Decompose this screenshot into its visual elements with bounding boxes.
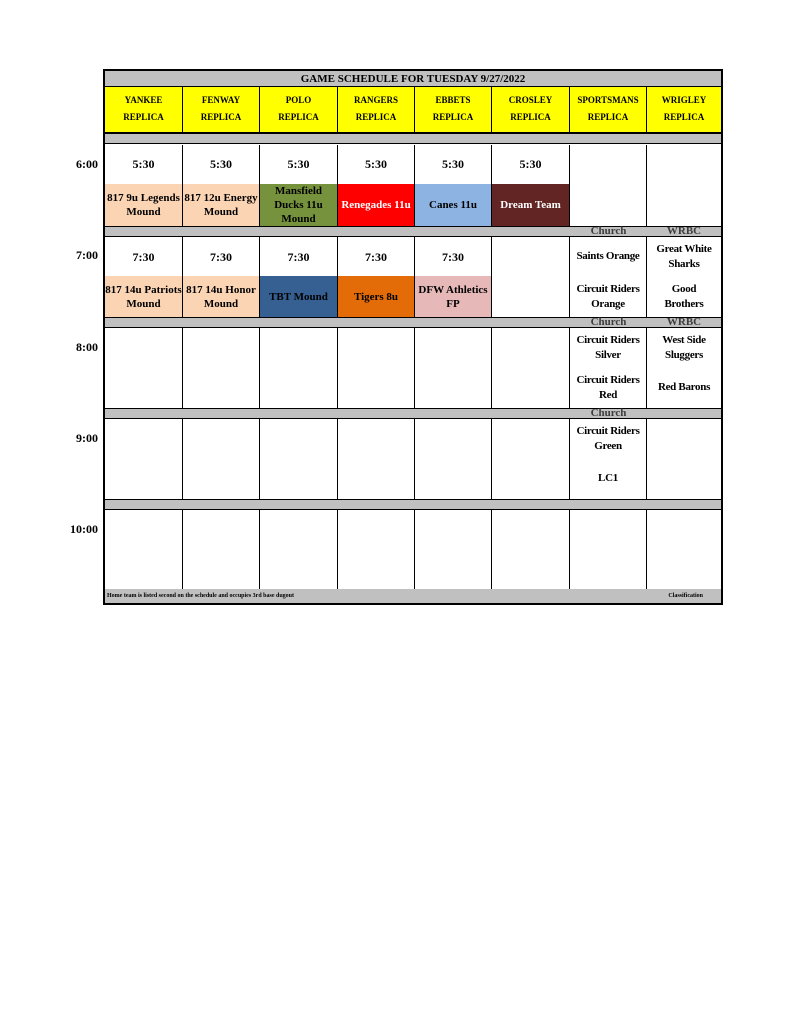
field-name: POLO [285,95,312,105]
venue-label: Church [590,316,627,328]
slot2-cell [183,237,260,318]
team-block: 817 14u Honor Mound [183,276,259,318]
footer-note: Home team is listed second on the schedule and occupies 3rd base dugout [107,593,295,599]
field-header-fenway [183,87,260,133]
slot4-cell [415,419,492,500]
field-header-rangers [338,87,415,133]
footer-classification: Classification [668,593,703,599]
slot3-cell [492,328,570,409]
field-name: SPORTSMANS [577,95,639,105]
slot2-cell [570,237,647,318]
game-time: 7:30 [442,250,464,264]
schedule-table [103,69,723,605]
game-time: 5:30 [210,157,232,171]
team-name: LC1 [598,472,618,484]
game-time: 5:30 [365,157,387,171]
team-block: Dream Team [492,184,569,226]
team-name: Circuit Riders Green [576,425,640,452]
field-header-crosley [492,87,570,133]
slot4-cell [338,419,415,500]
field-sub: REPLICA [123,112,164,122]
time-label-9: 9:00 [76,431,98,445]
slot1-cell [415,145,492,227]
team-block: 817 12u Energy Mound [183,184,259,226]
slot4-cell [260,419,338,500]
slot1-cell [260,145,338,227]
venue-label: Church [590,407,627,419]
slot5-cell [415,510,492,590]
slot2-cell [260,237,338,318]
slot1-cell [183,145,260,227]
game-time: 5:30 [442,157,464,171]
slot5-cell [570,510,647,590]
slot4-cell [105,419,183,500]
field-name: FENWAY [201,95,241,105]
slot3-cell [260,328,338,409]
separator-row [105,408,721,419]
time-label-10: 10:00 [70,522,98,536]
time-label-6: 6:00 [76,157,98,171]
team-name: Saints Orange [576,250,640,262]
field-header-wrigley [647,87,721,133]
team-name: Circuit Riders Silver [576,334,640,361]
team-block: Canes 11u [415,184,491,226]
slot1-cell [647,145,721,227]
field-header-yankee [105,87,183,133]
field-name: RANGERS [353,95,398,105]
field-header-ebbets [415,87,492,133]
game-time: 5:30 [287,157,310,171]
slot2-cell [492,237,570,318]
field-sub: REPLICA [587,112,629,122]
separator-row [105,133,721,144]
field-sub: REPLICA [355,112,397,122]
team-block: 817 14u Patriots Mound [105,276,182,318]
field-name: YANKEE [124,95,163,105]
game-time: 7:30 [210,250,232,264]
slot4-cell [183,419,260,500]
field-name: EBBETS [435,95,471,105]
game-time: 5:30 [132,157,155,171]
venue-label: Church [590,225,627,237]
field-sub: REPLICA [510,112,551,122]
separator-row [105,317,721,328]
team-name: Great White Sharks [656,243,712,270]
slot3-cell [415,328,492,409]
slot4-cell [647,419,721,500]
team-block: Mansfield Ducks 11u Mound [260,184,337,226]
field-header-polo [260,87,338,133]
field-sub: REPLICA [200,112,242,122]
field-name: CROSLEY [508,95,553,105]
team-block: 817 9u Legends Mound [105,184,182,226]
slot4-cell [570,419,647,500]
slot5-cell [338,510,415,590]
team-block: TBT Mound [260,276,337,318]
slot3-cell [105,328,183,409]
slot3-cell [570,328,647,409]
game-time: 7:30 [287,250,310,264]
game-time: 7:30 [365,250,387,264]
team-name: Circuit Riders Red [576,374,640,401]
game-time: 7:30 [132,250,155,264]
time-label-8: 8:00 [76,340,98,354]
slot2-cell [338,237,415,318]
field-sub: REPLICA [278,112,319,122]
footer-bar [105,589,721,603]
slot1-cell [570,145,647,227]
field-name: WRIGLEY [661,95,707,105]
slot3-cell [338,328,415,409]
slot4-cell [492,419,570,500]
slot5-cell [492,510,570,590]
field-header-sportsmans [570,87,647,133]
separator-row [105,226,721,237]
team-name: Good Brothers [664,283,704,310]
team-name: West Side Sluggers [662,334,706,361]
slot3-cell [183,328,260,409]
separator-row [105,499,721,510]
field-sub: REPLICA [663,112,705,122]
slot1-cell [492,145,570,227]
team-block: Renegades 11u [338,184,414,226]
slot5-cell [260,510,338,590]
team-name: Red Barons [657,381,711,393]
team-name: Circuit Riders Orange [576,283,640,310]
venue-label: WRBC [666,225,702,237]
slot5-cell [647,510,721,590]
slot3-cell [647,328,721,409]
slot5-cell [183,510,260,590]
schedule-title: GAME SCHEDULE FOR TUESDAY 9/27/2022 [105,71,721,87]
slot5-cell [105,510,183,590]
slot2-cell [647,237,721,318]
game-time: 5:30 [519,157,542,171]
venue-label: WRBC [666,316,702,328]
team-block: DFW Athletics FP [415,276,491,318]
slot2-cell [415,237,492,318]
time-label-7: 7:00 [76,248,98,262]
slot1-cell [105,145,183,227]
field-sub: REPLICA [432,112,474,122]
slot2-cell [105,237,183,318]
team-block: Tigers 8u [338,276,414,318]
slot1-cell [338,145,415,227]
